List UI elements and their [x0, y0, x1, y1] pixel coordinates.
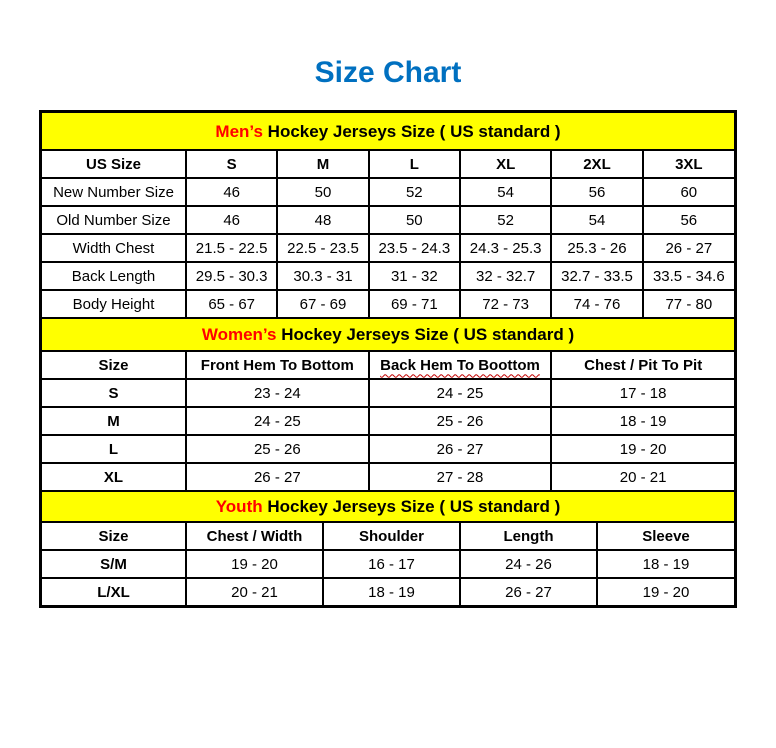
table-row — [42, 550, 734, 578]
mens-section-header — [42, 113, 734, 151]
womens-header-text: Hockey Jerseys Size ( US standard ) — [276, 325, 575, 344]
row-label: Width Chest — [42, 234, 186, 262]
column-header: 3XL — [643, 151, 734, 178]
size-value: 21.5 - 22.5 — [186, 234, 277, 262]
mens-header-text: Hockey Jerseys Size ( US standard ) — [262, 121, 561, 141]
size-value: 50 — [369, 206, 460, 234]
section-mens — [42, 113, 734, 317]
size-value: 23 - 24 — [186, 379, 369, 407]
row-label: Old Number Size — [42, 206, 186, 234]
row-label: L — [42, 435, 186, 463]
size-value: 20 - 21 — [551, 463, 734, 490]
column-header: Chest / Pit To Pit — [551, 352, 734, 379]
size-value: 33.5 - 34.6 — [643, 262, 734, 290]
womens-size-table — [42, 352, 734, 490]
size-value: 16 - 17 — [323, 550, 460, 578]
size-value: 48 — [277, 206, 368, 234]
size-value: 26 - 27 — [369, 435, 552, 463]
size-value: 24.3 - 25.3 — [460, 234, 551, 262]
column-header: Sleeve — [597, 523, 734, 550]
table-row — [42, 178, 734, 206]
row-label: S/M — [42, 550, 186, 578]
table-row — [42, 290, 734, 317]
size-value: 54 — [460, 178, 551, 206]
header-row — [42, 352, 734, 379]
size-value: 29.5 - 30.3 — [186, 262, 277, 290]
size-value: 54 — [551, 206, 642, 234]
misspelled-word: Back Hem To Boottom — [380, 356, 540, 374]
row-label: Back Length — [42, 262, 186, 290]
size-value: 19 - 20 — [551, 435, 734, 463]
size-value: 20 - 21 — [186, 578, 323, 605]
size-value: 24 - 25 — [186, 407, 369, 435]
mens-size-table — [42, 151, 734, 317]
column-header: Front Hem To Bottom — [186, 352, 369, 379]
column-header: S — [186, 151, 277, 178]
size-value: 65 - 67 — [186, 290, 277, 317]
size-value: 32.7 - 33.5 — [551, 262, 642, 290]
size-value: 18 - 19 — [597, 550, 734, 578]
youth-header-text: Hockey Jerseys Size ( US standard ) — [262, 497, 561, 516]
column-header: M — [277, 151, 368, 178]
row-label: M — [42, 407, 186, 435]
size-value: 31 - 32 — [369, 262, 460, 290]
row-label: XL — [42, 463, 186, 490]
table-row — [42, 234, 734, 262]
size-value: 26 - 27 — [186, 463, 369, 490]
size-value: 19 - 20 — [186, 550, 323, 578]
size-value: 50 — [277, 178, 368, 206]
size-value: 17 - 18 — [551, 379, 734, 407]
column-header: Length — [460, 523, 597, 550]
size-value: 23.5 - 24.3 — [369, 234, 460, 262]
size-value: 25 - 26 — [186, 435, 369, 463]
column-header: 2XL — [551, 151, 642, 178]
size-value: 30.3 - 31 — [277, 262, 368, 290]
size-value: 69 - 71 — [369, 290, 460, 317]
mens-highlight-label: Men’s — [215, 121, 263, 141]
table-row — [42, 262, 734, 290]
row-label: S — [42, 379, 186, 407]
size-value: 26 - 27 — [460, 578, 597, 605]
size-value: 46 — [186, 178, 277, 206]
size-value: 52 — [369, 178, 460, 206]
page-title: Size Chart — [314, 56, 462, 89]
size-value: 60 — [643, 178, 734, 206]
size-value: 24 - 26 — [460, 550, 597, 578]
size-value: 27 - 28 — [369, 463, 552, 490]
column-header: Size — [42, 352, 186, 379]
size-value: 18 - 19 — [323, 578, 460, 605]
size-value: 26 - 27 — [643, 234, 734, 262]
column-header: Chest / Width — [186, 523, 323, 550]
size-value: 52 — [460, 206, 551, 234]
size-value: 32 - 32.7 — [460, 262, 551, 290]
size-value: 67 - 69 — [277, 290, 368, 317]
size-value: 77 - 80 — [643, 290, 734, 317]
row-label: New Number Size — [42, 178, 186, 206]
size-value: 56 — [643, 206, 734, 234]
column-header: Shoulder — [323, 523, 460, 550]
size-value: 46 — [186, 206, 277, 234]
size-chart-page — [0, 56, 776, 608]
table-row — [42, 578, 734, 605]
size-chart — [39, 110, 737, 608]
table-row — [42, 206, 734, 234]
size-value: 25.3 - 26 — [551, 234, 642, 262]
section-youth — [42, 490, 734, 605]
size-value: 22.5 - 23.5 — [277, 234, 368, 262]
size-value: 56 — [551, 178, 642, 206]
column-header: US Size — [42, 151, 186, 178]
size-value: 72 - 73 — [460, 290, 551, 317]
womens-highlight-label: Women’s — [201, 325, 277, 344]
section-womens — [42, 317, 734, 490]
table-row — [42, 407, 734, 435]
table-row — [42, 463, 734, 490]
column-header: Size — [42, 523, 186, 550]
table-row — [42, 379, 734, 407]
row-label: Body Height — [42, 290, 186, 317]
youth-highlight-label: Youth — [215, 497, 263, 516]
size-value: 18 - 19 — [551, 407, 734, 435]
column-header: XL — [460, 151, 551, 178]
row-label: L/XL — [42, 578, 186, 605]
size-value: 24 - 25 — [369, 379, 552, 407]
column-header: L — [369, 151, 460, 178]
youth-section-header — [42, 490, 734, 523]
column-header — [369, 352, 552, 379]
size-value: 74 - 76 — [551, 290, 642, 317]
size-value: 19 - 20 — [597, 578, 734, 605]
header-row — [42, 151, 734, 178]
header-row — [42, 523, 734, 550]
womens-section-header — [42, 317, 734, 352]
table-row — [42, 435, 734, 463]
size-value: 25 - 26 — [369, 407, 552, 435]
youth-size-table — [42, 523, 734, 605]
